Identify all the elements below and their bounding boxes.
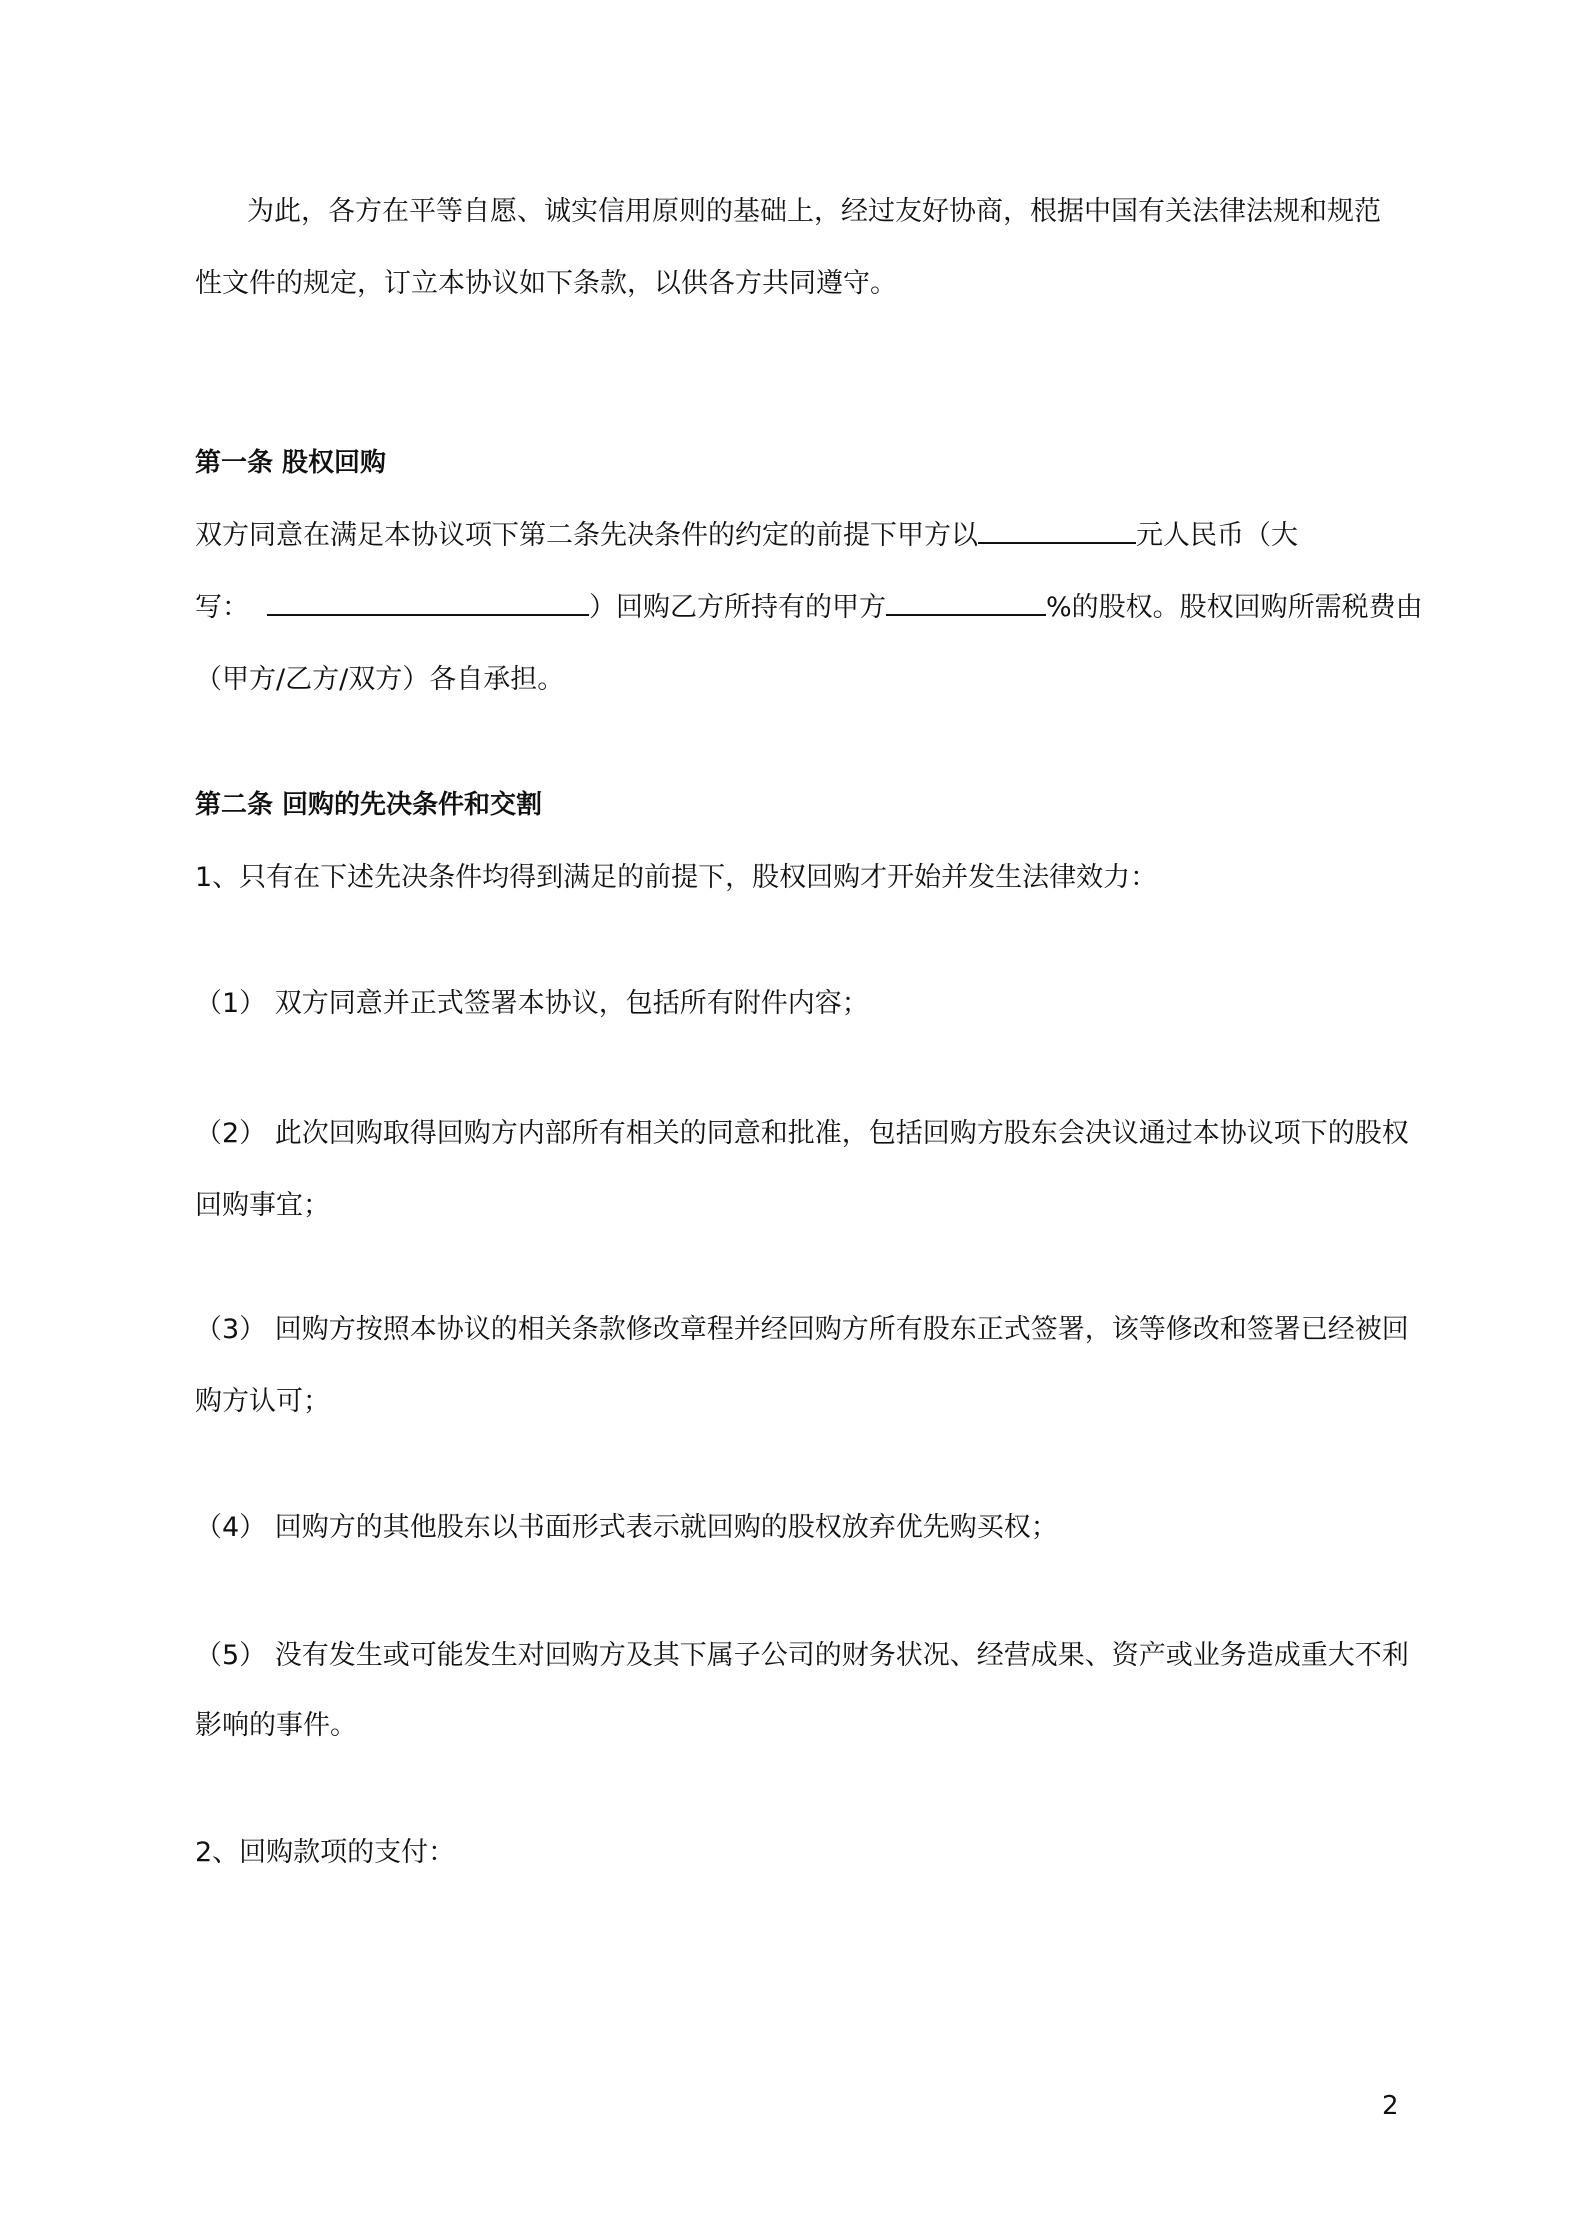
percentage-blank — [886, 588, 1046, 616]
condition-item: （4） 回购方的其他股东以书面形式表示就回购的股权放弃优先购买权； — [195, 1512, 1058, 1543]
condition-item: （1） 双方同意并正式签署本协议，包括所有附件内容； — [195, 988, 869, 1019]
article-1-text: 双方同意在满足本协议项下第二条先决条件的约定的前提下甲方以 — [195, 520, 978, 551]
page-number: 2 — [1382, 2091, 1399, 2121]
condition-item: （5） 没有发生或可能发生对回购方及其下属子公司的财务状况、经营成果、资产或业务造成重大不利 — [195, 1640, 1409, 1671]
amount-in-words-blank — [267, 588, 589, 616]
condition-item-continuation: 回购事宜； — [195, 1190, 330, 1221]
article-1-text: 元人民币（大 — [1136, 520, 1298, 551]
intro-paragraph-line-2: 性文件的规定，订立本协议如下条款，以供各方共同遵守。 — [195, 268, 897, 299]
intro-paragraph-line-1: 为此，各方在平等自愿、诚实信用原则的基础上，经过友好协商，根据中国有关法律法规和规范 — [247, 196, 1381, 227]
article-1-line-2 — [195, 588, 1423, 628]
condition-item-continuation: 影响的事件。 — [195, 1710, 357, 1741]
article-1-text: ）回购乙方所持有的甲方 — [589, 592, 886, 623]
article-1-text: 写： — [195, 592, 249, 623]
article-1-line-3: （甲方/乙方/双方）各自承担。 — [195, 664, 565, 695]
condition-item: （2） 此次回购取得回购方内部所有相关的同意和批准，包括回购方股东会决议通过本协议项下的股权 — [195, 1118, 1409, 1149]
article-1-heading: 第一条 股权回购 — [195, 448, 387, 478]
article-2-heading: 第二条 回购的先决条件和交割 — [195, 790, 543, 820]
article-1-line-1 — [195, 516, 1298, 556]
condition-item: （3） 回购方按照本协议的相关条款修改章程并经回购方所有股东正式签署，该等修改和签署已经被回 — [195, 1314, 1409, 1345]
article-2-clause-2: 2、回购款项的支付： — [195, 1837, 456, 1868]
condition-item-continuation: 购方认可； — [195, 1386, 330, 1417]
article-2-clause-1: 1、只有在下述先决条件均得到满足的前提下，股权回购才开始并发生法律效力： — [195, 862, 1158, 893]
article-1-text: %的股权。股权回购所需税费由 — [1046, 592, 1423, 623]
amount-blank — [978, 516, 1136, 544]
